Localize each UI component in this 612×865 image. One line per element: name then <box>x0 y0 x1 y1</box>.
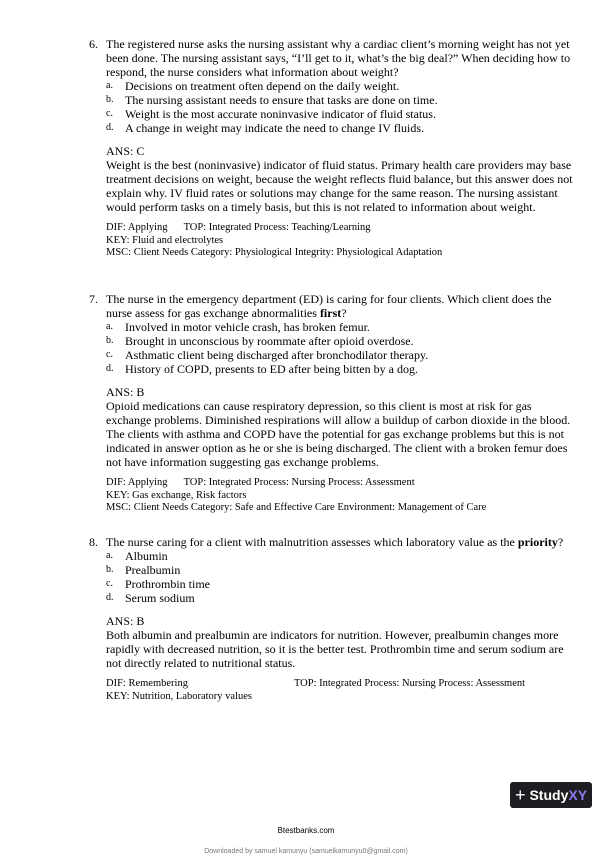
choice-b: b. Prealbumin <box>106 563 181 577</box>
question-stem <box>89 37 575 79</box>
badge-suffix: XY <box>568 787 588 803</box>
key-label: KEY: Gas exchange, Risk factors <box>106 489 247 501</box>
badge-prefix: Study <box>529 787 569 803</box>
choice-a: a. Albumin <box>106 549 168 563</box>
choice-list <box>89 549 575 605</box>
msc-label: MSC: Client Needs Category: Physiological Integrity: Physiological Adaptation <box>106 247 443 258</box>
question-metadata <box>89 678 575 703</box>
key-label: KEY: Nutrition, Laboratory values <box>106 690 253 702</box>
question-7 <box>89 292 575 515</box>
dif-label: DIF: Remembering <box>106 678 188 689</box>
question-text: The registered nurse asks the nursing assistant why a cardiac client’s morning weight has not yet been done. The nursing assistant says, “I’ll get to it, what’s the big deal?” When deciding how to respond, the nurse considers what information about weight? <box>106 37 571 79</box>
answer-label: ANS: B <box>106 385 145 399</box>
emphasis-word: priority <box>517 535 558 549</box>
top-label: TOP: Integrated Process: Nursing Process: Assessment <box>293 678 526 689</box>
question-stem <box>89 292 575 320</box>
choice-b: b. Brought in unconscious by roommate after opioid overdose. <box>106 334 414 348</box>
choice-list <box>89 79 575 135</box>
choice-d: d. History of COPD, presents to ED after being bitten by a dog. <box>106 362 418 376</box>
studyxy-badge[interactable] <box>510 782 592 808</box>
answer-label: ANS: C <box>106 144 145 158</box>
msc-label: MSC: Client Needs Category: Safe and Effective Care Environment: Management of Care <box>106 502 487 513</box>
question-stem <box>89 535 575 549</box>
question-6 <box>89 37 575 260</box>
question-text: The nurse caring for a client with malnutrition assesses which laboratory value as the priority? <box>106 535 564 549</box>
footer-download-note: Downloaded by samuel kamunyu (samuelkamunyu0@gmail.com) <box>204 848 408 855</box>
choice-c: c. Asthmatic client being discharged after bronchodilator therapy. <box>106 348 429 362</box>
choice-a: a. Decisions on treatment often depend on the daily weight. <box>106 79 400 93</box>
choice-d: d. Serum sodium <box>106 591 195 605</box>
question-number: 6. <box>89 37 98 51</box>
top-label: TOP: Integrated Process: Teaching/Learning <box>183 222 371 233</box>
dif-label: DIF: Applying <box>106 477 168 488</box>
answer-label: ANS: B <box>106 614 145 628</box>
question-text: The nurse in the emergency department (ED) is caring for four clients. Which client does the nurse assess for gas exchange abnormalities first? <box>106 292 552 320</box>
emphasis-word: first <box>319 306 342 320</box>
choice-c: c. Prothrombin time <box>106 577 210 591</box>
plus-icon: + <box>514 785 526 805</box>
question-number: 7. <box>89 292 98 306</box>
question-number: 8. <box>89 535 98 549</box>
question-metadata <box>89 222 575 260</box>
dif-label: DIF: Applying <box>106 222 168 233</box>
footer-site: Btestbanks.com <box>277 826 335 835</box>
rationale-text: Opioid medications can cause respiratory depression, so this client is most at risk for gas exchange problems. Diminished respirations will allow a buildup of carbon dioxide in the blood. The clients with asthma and COPD have the potential for gas exchange problems but this is not indicated in answer option as he or she is being discharged. The client with a broken femur does not have information suggesting gas exchange problems. <box>106 399 571 469</box>
choice-a: a. Involved in motor vehicle crash, has broken femur. <box>106 320 370 334</box>
choice-d: d. A change in weight may indicate the need to change IV fluids. <box>106 121 425 135</box>
choice-list <box>89 320 575 376</box>
rationale-text: Weight is the best (noninvasive) indicator of fluid status. Primary health care providers may base treatment decisions on weight, because the weight reflects fluid balance, but this answer does not explain why. IV fluid rates or solutions may change for the same reason. The nursing assistant would perform tasks on a timely basis, but this is not related to information about weight. <box>106 158 573 214</box>
rationale-text: Both albumin and prealbumin are indicators for nutrition. However, prealbumin changes more rapidly with decreased nutrition, so it is the better test. Prothrombin time and serum sodium are not directly related to nutritional status. <box>106 628 564 670</box>
key-label: KEY: Fluid and electrolytes <box>106 234 224 246</box>
choice-c: c. Weight is the most accurate noninvasive indicator of fluid status. <box>106 107 436 121</box>
question-8 <box>89 535 575 703</box>
question-metadata <box>89 477 575 515</box>
top-label: TOP: Integrated Process: Nursing Process: Assessment <box>183 477 415 488</box>
choice-b: b. The nursing assistant needs to ensure that tasks are done on time. <box>106 93 438 107</box>
